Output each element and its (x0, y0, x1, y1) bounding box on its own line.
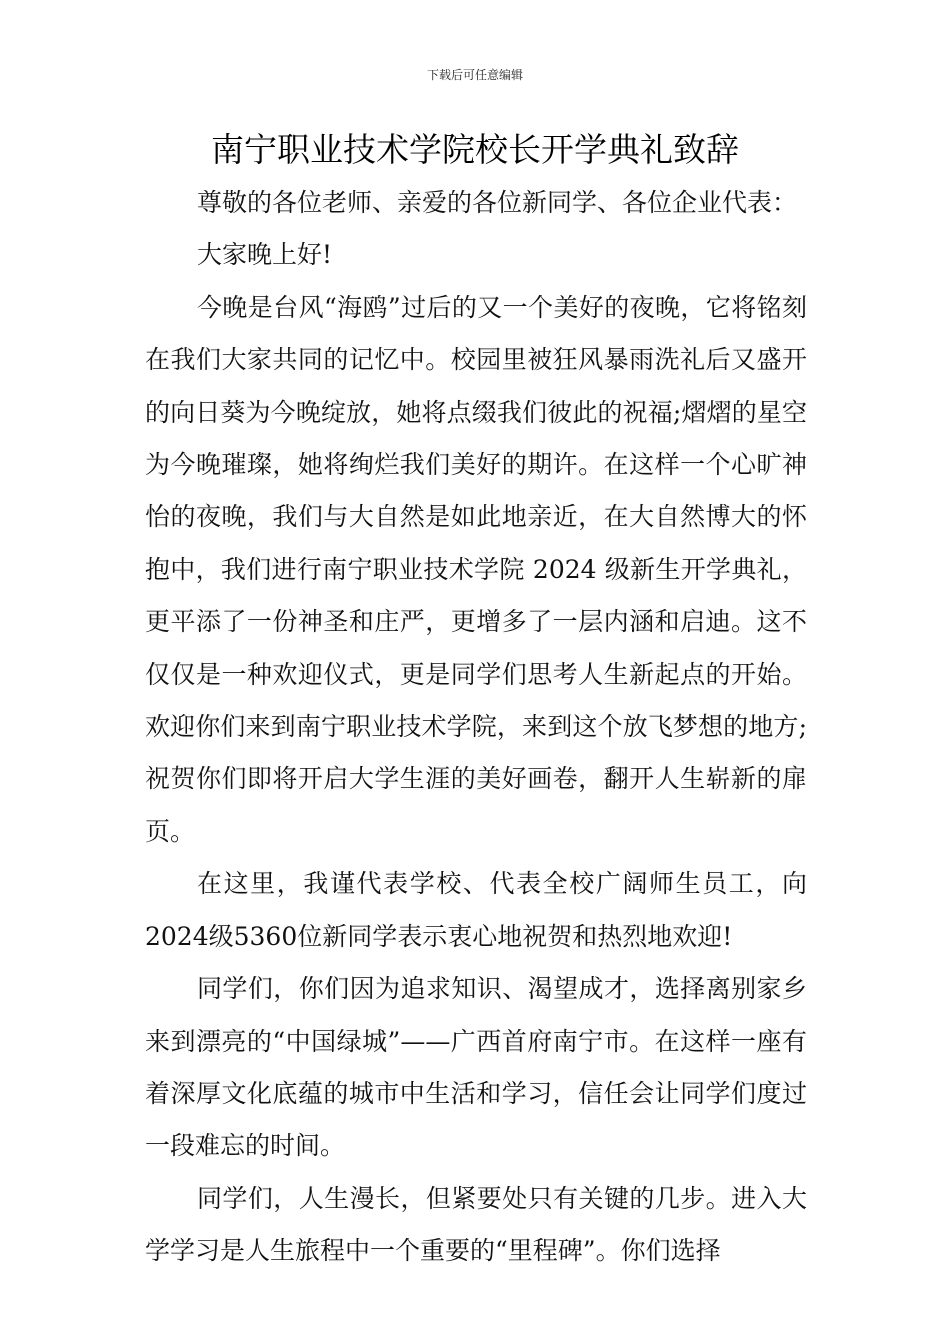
document-title: 南宁职业技术学院校长开学典礼致辞 (211, 130, 739, 169)
salutation: 尊敬的各位老师、亲爱的各位新同学、各位企业代表： (197, 188, 798, 217)
paragraph: 今晚是台风“海鸥”过后的又一个美好的夜晚，它将铭刻在我们大家共同的记忆中。校园里被狂风暴雨洗礼后又盛开的向日葵为今晚绽放，她将点缀我们彼此的祝福;熠熠的星空为今晚璀璨，她将绚烂我们美好的期许。在这样一个心旷神怡的夜晚，我们与大自然是如此地亲近，在大自然博大的怀抱中，我们进行南宁职业技术学院 2024 级新生开学典礼，更平添了一份神圣和庄严，更增多了一层内涵和启迪。这不仅仅是一种欢迎仪式，更是同学们思考人生新起点的开始。欢迎你们来到南宁职业技术学院，来到这个放飞梦想的地方;祝贺你们即将开启大学生涯的美好画卷，翻开人生崭新的扉页。 (145, 292, 807, 846)
paragraph: 在这里，我谨代表学校、代表全校广阔师生员工，向2024级5360位新同学表示衷心地祝贺和热烈地欢迎! (145, 869, 807, 951)
paragraph: 同学们，你们因为追求知识、渴望成才，选择离别家乡来到漂亮的“中国绿城”——广西首府南宁市。在这样一座有着深厚文化底蕴的城市中生活和学习，信任会让同学们度过一段难忘的时间。 (145, 974, 807, 1161)
paragraph: 同学们，人生漫长，但紧要处只有关键的几步。进入大学学习是人生旅程中一个重要的“里程碑”。你们选择 (145, 1183, 807, 1266)
document-body (145, 177, 807, 1278)
greeting: 大家晚上好! (197, 240, 333, 270)
header-note: 下载后可任意编辑 (426, 68, 523, 82)
